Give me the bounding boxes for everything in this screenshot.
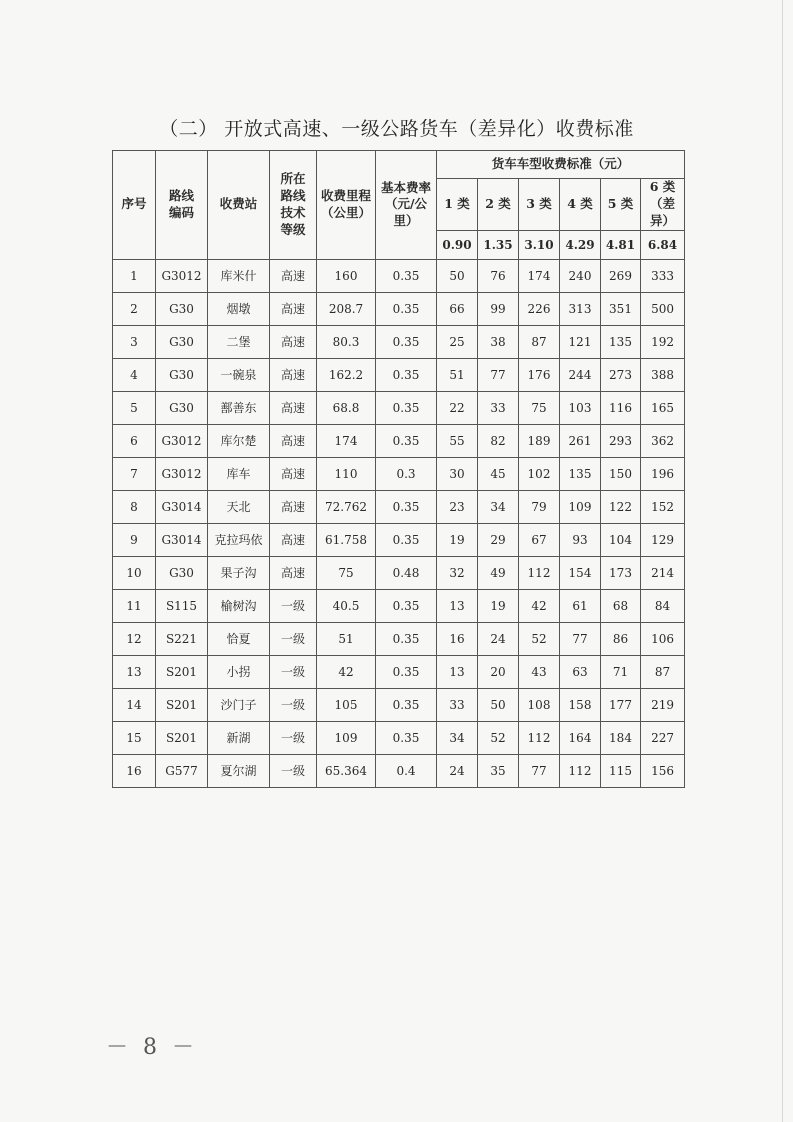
mileage-cell: 42: [317, 655, 376, 688]
mileage-cell: 105: [317, 688, 376, 721]
mileage-cell: 65.364: [317, 754, 376, 787]
fee-class-6-cell: 129: [641, 523, 685, 556]
route-code-cell: G30: [156, 325, 208, 358]
table-row: [113, 589, 685, 622]
fee-class-5-cell: 269: [601, 259, 641, 292]
seq-cell: 6: [113, 424, 156, 457]
mileage-cell: 109: [317, 721, 376, 754]
fee-class-6-cell: 219: [641, 688, 685, 721]
base-rate-cell: 0.35: [376, 325, 437, 358]
base-rate-cell: 0.35: [376, 589, 437, 622]
station-cell: 榆树沟: [208, 589, 270, 622]
mileage-cell: 61.758: [317, 523, 376, 556]
seq-cell: 1: [113, 259, 156, 292]
seq-cell: 7: [113, 457, 156, 490]
fee-class-4-cell: 63: [560, 655, 601, 688]
fee-class-1-cell: 22: [437, 391, 478, 424]
coef-class-3: 3.10: [519, 230, 560, 259]
fee-class-5-cell: 86: [601, 622, 641, 655]
fee-class-6-cell: 214: [641, 556, 685, 589]
fee-class-3-cell: 174: [519, 259, 560, 292]
fee-class-1-cell: 19: [437, 523, 478, 556]
table-row: [113, 490, 685, 523]
fee-class-2-cell: 76: [478, 259, 519, 292]
station-cell: 克拉玛依: [208, 523, 270, 556]
grade-cell: 高速: [270, 325, 317, 358]
fee-class-5-cell: 135: [601, 325, 641, 358]
mileage-cell: 75: [317, 556, 376, 589]
table-row: [113, 391, 685, 424]
base-rate-cell: 0.35: [376, 292, 437, 325]
station-cell: 果子沟: [208, 556, 270, 589]
fee-class-6-cell: 192: [641, 325, 685, 358]
table-row: [113, 523, 685, 556]
station-cell: 天北: [208, 490, 270, 523]
coef-class-2: 1.35: [478, 230, 519, 259]
base-rate-cell: 0.35: [376, 424, 437, 457]
fee-class-1-cell: 34: [437, 721, 478, 754]
mileage-cell: 162.2: [317, 358, 376, 391]
fee-class-2-cell: 33: [478, 391, 519, 424]
fee-class-4-cell: 244: [560, 358, 601, 391]
page-edge: [782, 0, 783, 1122]
fee-class-5-cell: 173: [601, 556, 641, 589]
table-row: [113, 655, 685, 688]
route-code-cell: S201: [156, 721, 208, 754]
fee-class-3-cell: 102: [519, 457, 560, 490]
fee-class-3-cell: 42: [519, 589, 560, 622]
station-cell: 烟墩: [208, 292, 270, 325]
fee-class-6-cell: 152: [641, 490, 685, 523]
header-grade: 所在 路线 技术 等级: [270, 151, 317, 260]
seq-cell: 16: [113, 754, 156, 787]
seq-cell: 13: [113, 655, 156, 688]
header-class-4: 4 类: [560, 179, 601, 231]
fee-class-3-cell: 112: [519, 556, 560, 589]
station-cell: 新湖: [208, 721, 270, 754]
fee-class-6-cell: 196: [641, 457, 685, 490]
fee-class-4-cell: 240: [560, 259, 601, 292]
fee-class-5-cell: 122: [601, 490, 641, 523]
mileage-cell: 51: [317, 622, 376, 655]
fee-class-3-cell: 52: [519, 622, 560, 655]
fee-class-2-cell: 99: [478, 292, 519, 325]
fee-class-3-cell: 77: [519, 754, 560, 787]
fee-class-5-cell: 351: [601, 292, 641, 325]
fee-class-1-cell: 23: [437, 490, 478, 523]
header-class-1: 1 类: [437, 179, 478, 231]
fee-class-5-cell: 293: [601, 424, 641, 457]
coef-class-4: 4.29: [560, 230, 601, 259]
seq-cell: 15: [113, 721, 156, 754]
route-code-cell: G3014: [156, 523, 208, 556]
fee-class-1-cell: 13: [437, 589, 478, 622]
base-rate-cell: 0.48: [376, 556, 437, 589]
grade-cell: 高速: [270, 259, 317, 292]
grade-cell: 高速: [270, 490, 317, 523]
fee-class-1-cell: 13: [437, 655, 478, 688]
fee-class-6-cell: 388: [641, 358, 685, 391]
table-row: [113, 259, 685, 292]
seq-cell: 14: [113, 688, 156, 721]
fee-class-4-cell: 109: [560, 490, 601, 523]
station-cell: 库尔楚: [208, 424, 270, 457]
route-code-cell: G3012: [156, 259, 208, 292]
fee-class-6-cell: 333: [641, 259, 685, 292]
station-cell: 一碗泉: [208, 358, 270, 391]
fee-class-6-cell: 106: [641, 622, 685, 655]
route-code-cell: S201: [156, 688, 208, 721]
fee-class-5-cell: 184: [601, 721, 641, 754]
seq-cell: 12: [113, 622, 156, 655]
grade-cell: 高速: [270, 292, 317, 325]
fee-class-1-cell: 55: [437, 424, 478, 457]
fee-class-2-cell: 45: [478, 457, 519, 490]
route-code-cell: G30: [156, 391, 208, 424]
fee-class-5-cell: 71: [601, 655, 641, 688]
fee-class-4-cell: 158: [560, 688, 601, 721]
fee-class-6-cell: 87: [641, 655, 685, 688]
fee-class-5-cell: 116: [601, 391, 641, 424]
mileage-cell: 68.8: [317, 391, 376, 424]
station-cell: 恰夏: [208, 622, 270, 655]
route-code-cell: G30: [156, 556, 208, 589]
table-row: [113, 556, 685, 589]
fee-class-1-cell: 30: [437, 457, 478, 490]
fee-class-4-cell: 103: [560, 391, 601, 424]
header-class-5: 5 类: [601, 179, 641, 231]
fee-class-4-cell: 61: [560, 589, 601, 622]
grade-cell: 一级: [270, 655, 317, 688]
base-rate-cell: 0.35: [376, 622, 437, 655]
base-rate-cell: 0.35: [376, 358, 437, 391]
seq-cell: 9: [113, 523, 156, 556]
fee-class-3-cell: 67: [519, 523, 560, 556]
route-code-cell: S115: [156, 589, 208, 622]
seq-cell: 4: [113, 358, 156, 391]
table-row: [113, 292, 685, 325]
fee-class-3-cell: 43: [519, 655, 560, 688]
page-title: （二） 开放式高速、一级公路货车（差异化）收费标准: [159, 118, 634, 140]
fee-class-2-cell: 35: [478, 754, 519, 787]
fee-class-4-cell: 261: [560, 424, 601, 457]
grade-cell: 高速: [270, 391, 317, 424]
fee-class-2-cell: 49: [478, 556, 519, 589]
grade-cell: 一级: [270, 754, 317, 787]
base-rate-cell: 0.35: [376, 655, 437, 688]
fee-class-6-cell: 156: [641, 754, 685, 787]
route-code-cell: G30: [156, 358, 208, 391]
route-code-cell: G30: [156, 292, 208, 325]
fee-class-1-cell: 66: [437, 292, 478, 325]
header-mileage: 收费里程 （公里）: [317, 151, 376, 260]
mileage-cell: 80.3: [317, 325, 376, 358]
mileage-cell: 160: [317, 259, 376, 292]
mileage-cell: 40.5: [317, 589, 376, 622]
table-row: [113, 754, 685, 787]
fee-class-6-cell: 500: [641, 292, 685, 325]
header-class-3: 3 类: [519, 179, 560, 231]
fee-class-1-cell: 50: [437, 259, 478, 292]
seq-cell: 5: [113, 391, 156, 424]
fee-class-6-cell: 362: [641, 424, 685, 457]
fee-class-3-cell: 176: [519, 358, 560, 391]
fee-class-4-cell: 112: [560, 754, 601, 787]
base-rate-cell: 0.35: [376, 391, 437, 424]
fee-class-6-cell: 227: [641, 721, 685, 754]
fee-class-2-cell: 24: [478, 622, 519, 655]
fee-class-4-cell: 77: [560, 622, 601, 655]
table-body: [113, 259, 685, 787]
header-base-rate: 基本费率 （元/公里）: [376, 151, 437, 260]
seq-cell: 3: [113, 325, 156, 358]
fee-class-4-cell: 164: [560, 721, 601, 754]
fee-class-2-cell: 82: [478, 424, 519, 457]
fee-class-5-cell: 273: [601, 358, 641, 391]
station-cell: 沙门子: [208, 688, 270, 721]
table-row: [113, 688, 685, 721]
table-row: [113, 325, 685, 358]
fee-class-2-cell: 29: [478, 523, 519, 556]
fee-class-1-cell: 33: [437, 688, 478, 721]
fee-class-5-cell: 150: [601, 457, 641, 490]
grade-cell: 高速: [270, 358, 317, 391]
grade-cell: 高速: [270, 424, 317, 457]
fee-class-2-cell: 77: [478, 358, 519, 391]
route-code-cell: G3012: [156, 457, 208, 490]
base-rate-cell: 0.35: [376, 259, 437, 292]
grade-cell: 一级: [270, 622, 317, 655]
route-code-cell: G3014: [156, 490, 208, 523]
header-class-6: 6 类 （差异）: [641, 179, 685, 231]
mileage-cell: 208.7: [317, 292, 376, 325]
coef-class-6: 6.84: [641, 230, 685, 259]
seq-cell: 2: [113, 292, 156, 325]
table-row: [113, 457, 685, 490]
route-code-cell: S221: [156, 622, 208, 655]
station-cell: 库米什: [208, 259, 270, 292]
fee-class-5-cell: 115: [601, 754, 641, 787]
fee-class-3-cell: 108: [519, 688, 560, 721]
seq-cell: 11: [113, 589, 156, 622]
fee-class-2-cell: 20: [478, 655, 519, 688]
fee-class-1-cell: 16: [437, 622, 478, 655]
mileage-cell: 72.762: [317, 490, 376, 523]
grade-cell: 高速: [270, 457, 317, 490]
fee-class-4-cell: 154: [560, 556, 601, 589]
route-code-cell: S201: [156, 655, 208, 688]
fee-class-4-cell: 313: [560, 292, 601, 325]
fee-class-1-cell: 25: [437, 325, 478, 358]
header-class-group: 货车车型收费标准（元）: [437, 151, 685, 179]
fee-class-6-cell: 165: [641, 391, 685, 424]
fee-class-3-cell: 75: [519, 391, 560, 424]
base-rate-cell: 0.35: [376, 490, 437, 523]
grade-cell: 一级: [270, 688, 317, 721]
station-cell: 小拐: [208, 655, 270, 688]
fee-table: [112, 150, 685, 788]
fee-class-5-cell: 104: [601, 523, 641, 556]
fee-class-2-cell: 52: [478, 721, 519, 754]
mileage-cell: 110: [317, 457, 376, 490]
grade-cell: 一级: [270, 589, 317, 622]
table-row: [113, 721, 685, 754]
seq-cell: 10: [113, 556, 156, 589]
station-cell: 库车: [208, 457, 270, 490]
station-cell: 鄯善东: [208, 391, 270, 424]
coef-class-5: 4.81: [601, 230, 641, 259]
grade-cell: 高速: [270, 523, 317, 556]
fee-class-2-cell: 34: [478, 490, 519, 523]
page-number: － 8 －: [106, 1035, 198, 1060]
fee-class-1-cell: 51: [437, 358, 478, 391]
base-rate-cell: 0.4: [376, 754, 437, 787]
table-row: [113, 358, 685, 391]
fee-class-2-cell: 38: [478, 325, 519, 358]
fee-class-4-cell: 93: [560, 523, 601, 556]
fee-class-3-cell: 87: [519, 325, 560, 358]
base-rate-cell: 0.35: [376, 523, 437, 556]
fee-class-1-cell: 32: [437, 556, 478, 589]
table-row: [113, 424, 685, 457]
fee-class-5-cell: 177: [601, 688, 641, 721]
station-cell: 夏尔湖: [208, 754, 270, 787]
fee-class-3-cell: 79: [519, 490, 560, 523]
route-code-cell: G577: [156, 754, 208, 787]
seq-cell: 8: [113, 490, 156, 523]
fee-class-6-cell: 84: [641, 589, 685, 622]
fee-class-3-cell: 226: [519, 292, 560, 325]
route-code-cell: G3012: [156, 424, 208, 457]
header-station: 收费站: [208, 151, 270, 260]
fee-class-3-cell: 189: [519, 424, 560, 457]
fee-class-3-cell: 112: [519, 721, 560, 754]
fee-class-4-cell: 135: [560, 457, 601, 490]
station-cell: 二堡: [208, 325, 270, 358]
header-route-code: 路线 编码: [156, 151, 208, 260]
grade-cell: 高速: [270, 556, 317, 589]
coef-class-1: 0.90: [437, 230, 478, 259]
fee-class-5-cell: 68: [601, 589, 641, 622]
table-row: [113, 622, 685, 655]
header-seq: 序号: [113, 151, 156, 260]
base-rate-cell: 0.35: [376, 721, 437, 754]
fee-class-2-cell: 50: [478, 688, 519, 721]
grade-cell: 一级: [270, 721, 317, 754]
fee-class-4-cell: 121: [560, 325, 601, 358]
fee-class-2-cell: 19: [478, 589, 519, 622]
fee-class-1-cell: 24: [437, 754, 478, 787]
mileage-cell: 174: [317, 424, 376, 457]
base-rate-cell: 0.35: [376, 688, 437, 721]
base-rate-cell: 0.3: [376, 457, 437, 490]
header-class-2: 2 类: [478, 179, 519, 231]
